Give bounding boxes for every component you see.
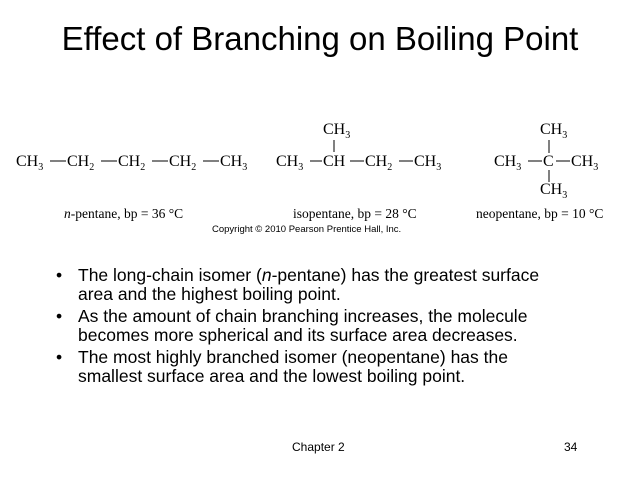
isopentane-group-1: $CH_3$ — [276, 153, 304, 173]
bullet-dot: • — [56, 347, 63, 367]
n-pentane-group-2: $CH_2$ — [67, 153, 95, 173]
bullet-dot: • — [56, 265, 63, 285]
slide-title: Effect of Branching on Boiling Point — [61, 20, 579, 57]
n-pentane-group-1: $CH_3$ — [16, 153, 44, 173]
bullet-list — [56, 266, 576, 389]
neopentane-caption: neopentane, bp = 10 °C — [476, 206, 604, 221]
neopentane-top-group: $CH_3$ — [540, 121, 568, 141]
footer-chapter: Chapter 2 — [292, 440, 345, 454]
n-pentane-caption: n-pentane, bp = 36 °C — [64, 206, 184, 221]
bullet-item: • As the amount of chain branching increases, the molecule becomes more spherical and its surface area decreases. — [56, 306, 528, 345]
n-pentane-group-5: $CH_3$ — [220, 153, 248, 173]
isopentane-branch-group: $CH_3$ — [323, 121, 351, 141]
bullet-dot: • — [56, 306, 63, 326]
neopentane-structure — [492, 116, 612, 200]
isopentane-caption: isopentane, bp = 28 °C — [293, 206, 417, 221]
neopentane-group-1: $CH_3$ — [494, 153, 522, 173]
isopentane-structure — [272, 116, 452, 182]
n-pentane-group-3: $CH_2$ — [118, 153, 146, 173]
slide-number: 34 — [564, 440, 578, 454]
isopentane-group-3: $CH_2$ — [365, 153, 393, 173]
isopentane-group-2: CH — [323, 153, 346, 170]
bullet-item: • The long-chain isomer (n-pentane) has the greatest surface area and the highest boiling point. — [56, 265, 540, 304]
isopentane-group-4: $CH_3$ — [414, 153, 442, 173]
n-pentane-group-4: $CH_2$ — [169, 153, 197, 173]
n-pentane-structure — [14, 140, 248, 180]
neopentane-bottom-group: $CH_3$ — [540, 181, 568, 201]
copyright-notice: Copyright © 2010 Pearson Prentice Hall, Inc. — [212, 224, 402, 235]
bullet-item: • The most highly branched isomer (neopentane) has the smallest surface area and the lowest boiling point. — [56, 347, 508, 386]
neopentane-group-3: $CH_3$ — [571, 153, 599, 173]
neopentane-center-carbon: C — [543, 153, 554, 170]
